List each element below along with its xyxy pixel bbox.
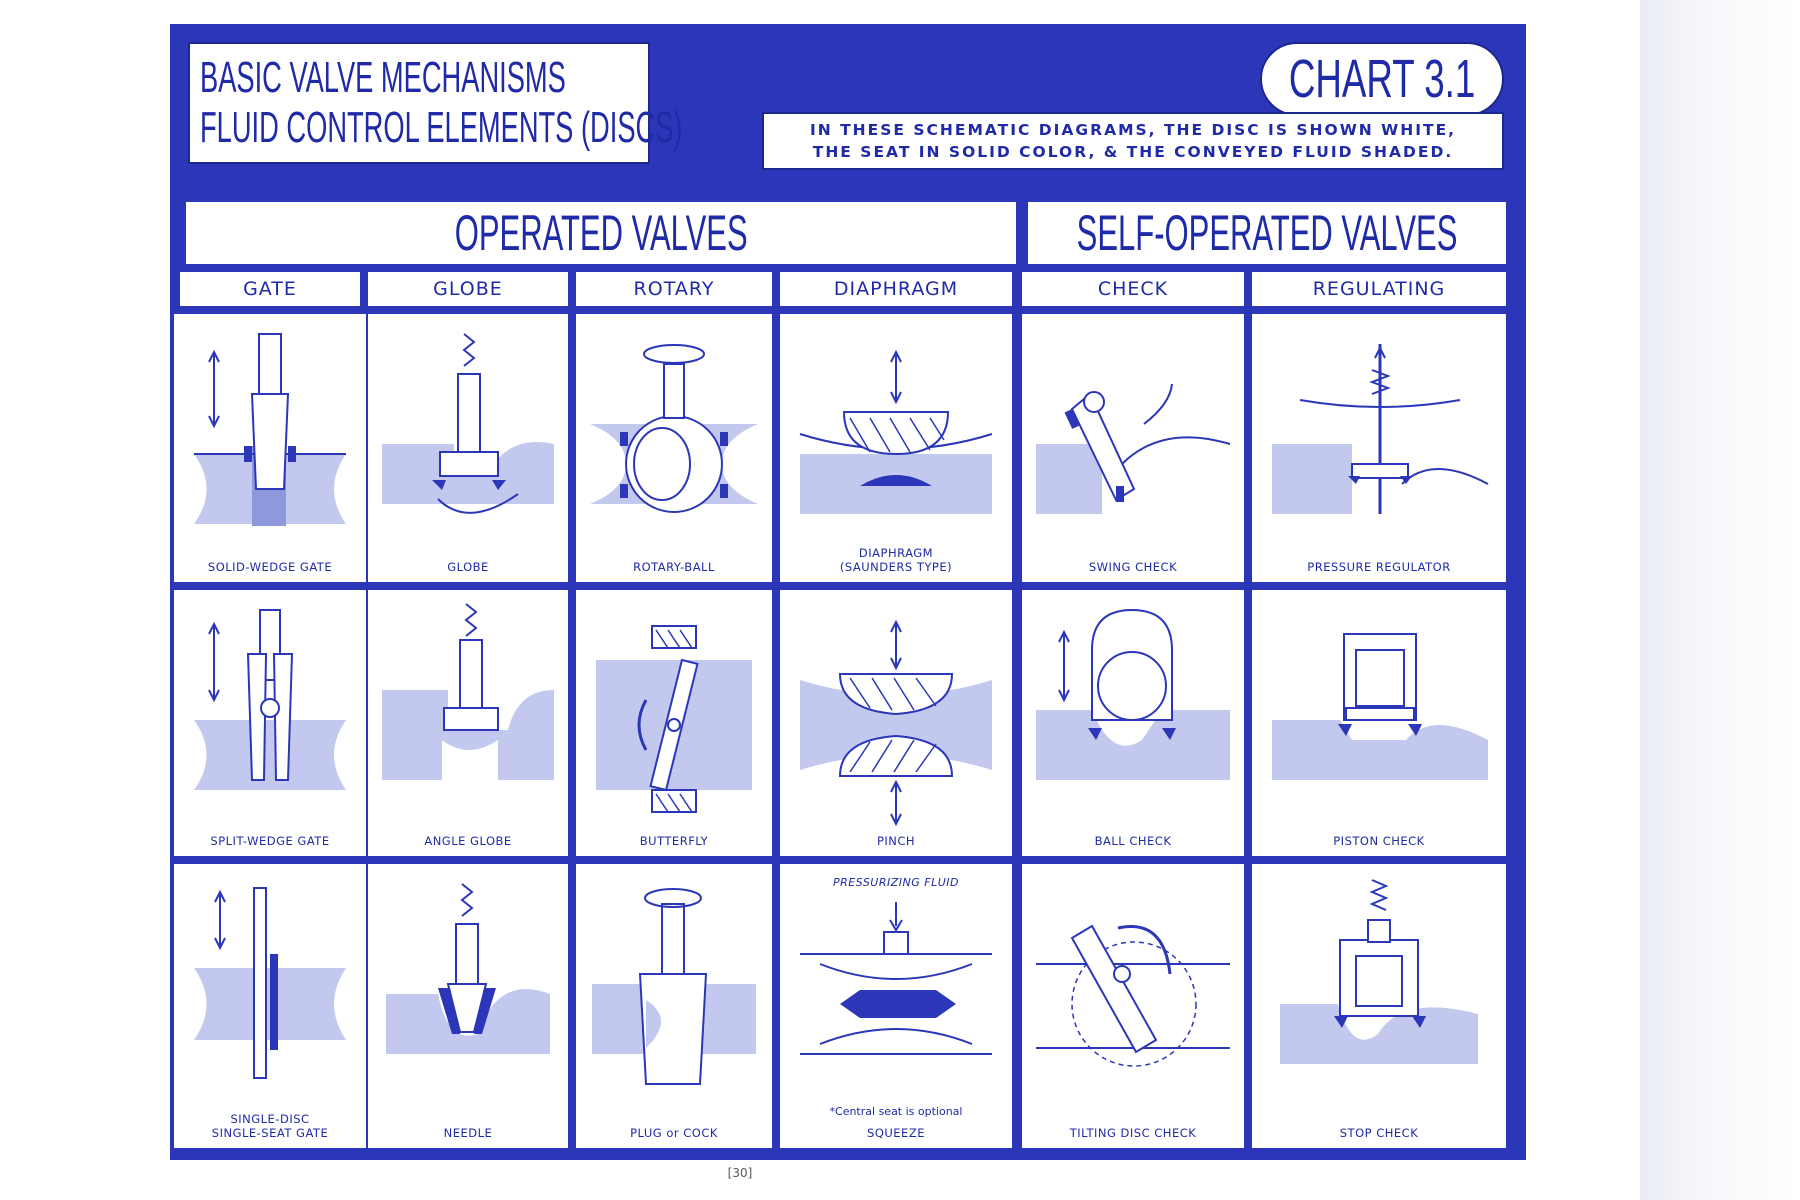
swing-check-diagram xyxy=(1022,314,1244,582)
cell-piston-check xyxy=(1252,590,1506,856)
cell-pressure-regulator xyxy=(1252,314,1506,582)
caption-split-wedge-gate: SPLIT-WEDGE GATE xyxy=(210,834,330,848)
solid-wedge-gate-diagram xyxy=(174,314,366,582)
cell-needle xyxy=(368,864,568,1148)
caption-globe: GLOBE xyxy=(447,560,489,574)
column-header-regulating: REGULATING xyxy=(1252,272,1506,306)
caption-piston-check: PISTON CHECK xyxy=(1333,834,1425,848)
pressurizing-fluid-label: PRESSURIZING FLUID xyxy=(833,876,959,889)
rotary-ball-diagram xyxy=(576,314,772,582)
diaphragm-diagram xyxy=(780,314,1012,582)
caption-pressure-regulator: PRESSURE REGULATOR xyxy=(1307,560,1451,574)
column-header-globe: GLOBE xyxy=(368,272,568,306)
cell-tilting-disc-check xyxy=(1022,864,1244,1148)
globe-valve-diagram xyxy=(368,314,568,582)
caption-angle-globe: ANGLE GLOBE xyxy=(424,834,512,848)
column-header-diaphragm: DIAPHRAGM xyxy=(780,272,1012,306)
cell-diaphragm xyxy=(780,314,1012,582)
caption-stop-check: STOP CHECK xyxy=(1339,1126,1419,1140)
cell-squeeze xyxy=(780,864,1012,1148)
stop-check-diagram xyxy=(1252,864,1506,1148)
cell-solid-wedge-gate xyxy=(174,314,366,582)
caption-butterfly: BUTTERFLY xyxy=(639,834,709,848)
cell-swing-check xyxy=(1022,314,1244,582)
cell-single-disc-gate xyxy=(174,864,366,1148)
caption-needle: NEEDLE xyxy=(443,1126,493,1140)
split-wedge-gate-diagram xyxy=(174,590,366,856)
tilting-disc-check-diagram xyxy=(1022,864,1244,1148)
cell-stop-check xyxy=(1252,864,1506,1148)
column-header-rotary: ROTARY xyxy=(576,272,772,306)
valve-chart xyxy=(170,24,1526,1160)
caption-solid-wedge-gate: SOLID-WEDGE GATE xyxy=(207,560,333,574)
angle-globe-diagram xyxy=(368,590,568,856)
column-header-gate: GATE xyxy=(180,272,360,306)
title-line-1: BASIC VALVE MECHANISMS xyxy=(200,53,566,102)
caption-single-disc-gate: SINGLE-DISC SINGLE-SEAT GATE xyxy=(211,1112,329,1140)
legend-note-line-1: IN THESE SCHEMATIC DIAGRAMS, THE DISC IS SHOWN WHITE, xyxy=(809,121,1457,139)
ball-check-diagram xyxy=(1022,590,1244,856)
cell-rotary-ball xyxy=(576,314,772,582)
caption-plug-or-cock: PLUG or COCK xyxy=(630,1126,718,1140)
cell-pinch xyxy=(780,590,1012,856)
cell-angle-globe xyxy=(368,590,568,856)
group-self-operated-label: SELF-OPERATED VALVES xyxy=(1076,205,1458,261)
cell-ball-check xyxy=(1022,590,1244,856)
title-box xyxy=(188,42,683,164)
caption-tilting-disc-check: TILTING DISC CHECK xyxy=(1069,1126,1197,1140)
column-header-check: CHECK xyxy=(1022,272,1244,306)
caption-squeeze: SQUEEZE xyxy=(867,1126,925,1140)
central-seat-note: *Central seat is optional xyxy=(829,1105,963,1118)
cell-butterfly xyxy=(576,590,772,856)
pinch-diagram xyxy=(780,590,1012,856)
caption-rotary-ball: ROTARY-BALL xyxy=(633,560,715,574)
caption-ball-check: BALL CHECK xyxy=(1094,834,1172,848)
piston-check-diagram xyxy=(1252,590,1506,856)
cell-globe xyxy=(368,314,568,582)
single-disc-gate-diagram xyxy=(174,864,366,1148)
group-self-operated-valves xyxy=(1028,202,1506,264)
cell-plug-or-cock xyxy=(576,864,772,1148)
page-edge xyxy=(1640,0,1800,1200)
chart-number-badge xyxy=(1260,42,1504,116)
title-line-2: FLUID CONTROL ELEMENTS (DISCS) xyxy=(200,103,683,152)
group-operated-valves xyxy=(186,202,1016,264)
cell-split-wedge-gate xyxy=(174,590,366,856)
caption-pinch: PINCH xyxy=(876,834,916,848)
pressure-regulator-diagram xyxy=(1252,314,1506,582)
chart-number: CHART 3.1 xyxy=(1288,49,1476,109)
needle-valve-diagram xyxy=(368,864,568,1148)
caption-diaphragm: DIAPHRAGM (SAUNDERS TYPE) xyxy=(839,546,953,574)
legend-note xyxy=(762,112,1504,170)
caption-swing-check: SWING CHECK xyxy=(1088,560,1178,574)
butterfly-diagram xyxy=(576,590,772,856)
page-number: [30] xyxy=(727,1166,753,1180)
legend-note-line-2: THE SEAT IN SOLID COLOR, & THE CONVEYED FLUID SHADED. xyxy=(812,143,1454,161)
group-operated-label: OPERATED VALVES xyxy=(454,205,748,261)
plug-valve-diagram xyxy=(576,864,772,1148)
